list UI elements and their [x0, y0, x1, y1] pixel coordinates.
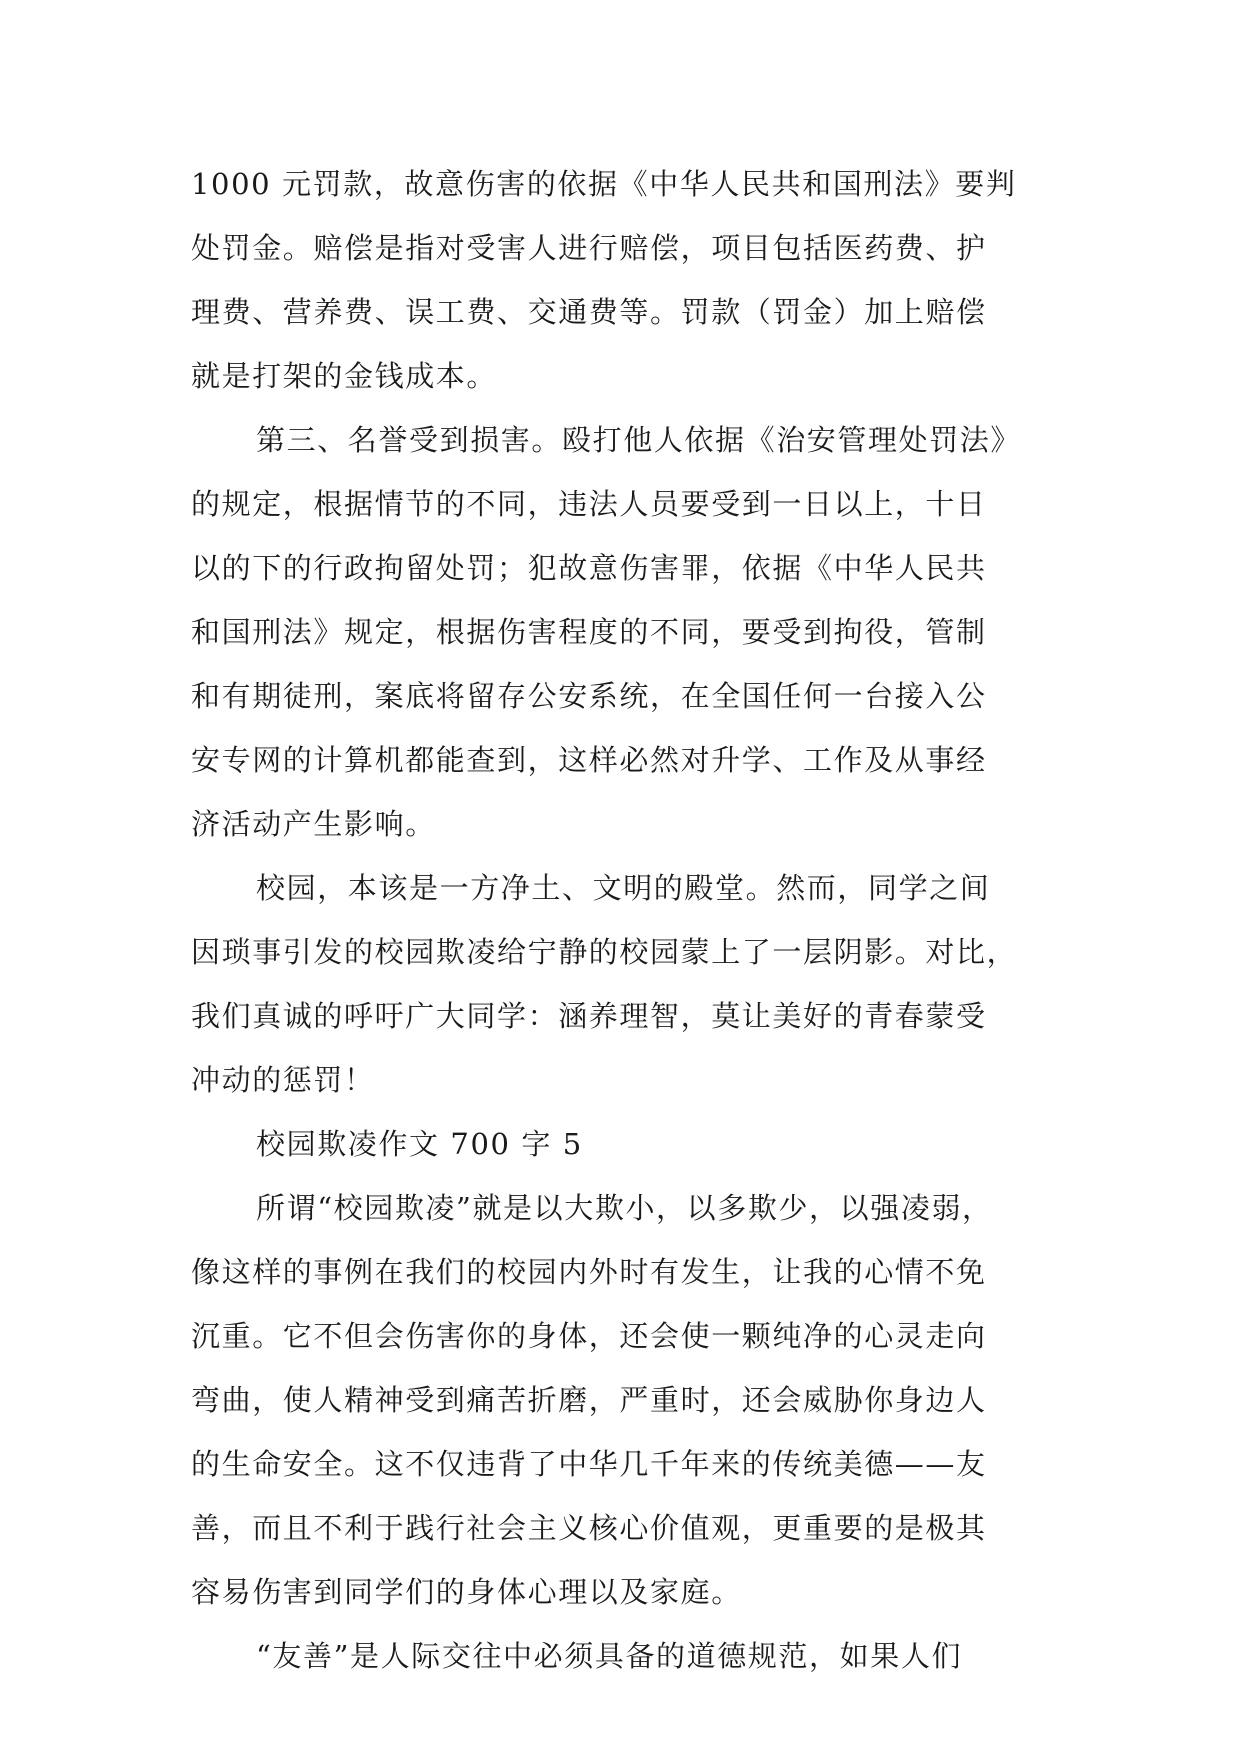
text-line: 的生命安全。这不仅违背了中华几千年来的传统美德——友: [191, 1447, 987, 1481]
text-line: 处罚金。赔偿是指对受害人进行赔偿，项目包括医药费、护: [191, 231, 987, 265]
text-line: 1000 元罚款，故意伤害的依据《中华人民共和国刑法》要判: [191, 167, 1017, 201]
text-line: 冲动的惩罚！: [191, 1063, 375, 1097]
text-line: 善，而且不利于践行社会主义核心价值观，更重要的是极其: [191, 1511, 987, 1545]
text-line: 容易伤害到同学们的身体心理以及家庭。: [191, 1575, 742, 1609]
text-line: 安专网的计算机都能查到，这样必然对升学、工作及从事经: [191, 743, 987, 777]
document-body: [191, 152, 1051, 1688]
paragraph-first-line: 所谓“校园欺凌”就是以大欺小，以多欺少，以强凌弱，: [256, 1191, 993, 1225]
text-line: 的规定，根据情节的不同，违法人员要受到一日以上，十日: [191, 487, 987, 521]
paragraph-first-line: 校园，本该是一方净土、文明的殿堂。然而，同学之间: [256, 871, 991, 905]
paragraph-first-line: 第三、名誉受到损害。殴打他人依据《治安管理处罚法》: [256, 423, 1022, 457]
text-line: 以的下的行政拘留处罚；犯故意伤害罪，依据《中华人民共: [191, 551, 987, 585]
text-line: 像这样的事例在我们的校园内外时有发生，让我的心情不免: [191, 1255, 987, 1289]
text-line: 就是打架的金钱成本。: [191, 359, 498, 393]
text-line: 沉重。它不但会伤害你的身体，还会使一颗纯净的心灵走向: [191, 1319, 987, 1353]
text-line: 因琐事引发的校园欺凌给宁静的校园蒙上了一层阴影。对比，: [191, 935, 1018, 969]
text-line: 理费、营养费、误工费、交通费等。罚款（罚金）加上赔偿: [191, 295, 987, 329]
text-line: 我们真诚的呼吁广大同学：涵养理智，莫让美好的青春蒙受: [191, 999, 987, 1033]
paragraph-first-line: “友善”是人际交往中必须具备的道德规范，如果人们: [256, 1639, 963, 1673]
text-line: 弯曲，使人精神受到痛苦折磨，严重时，还会威胁你身边人: [191, 1383, 987, 1417]
text-line: 和有期徒刑，案底将留存公安系统，在全国任何一台接入公: [191, 679, 987, 713]
section-heading: 校园欺凌作文 700 字 5: [256, 1127, 583, 1161]
text-line: 和国刑法》规定，根据伤害程度的不同，要受到拘役，管制: [191, 615, 987, 649]
text-line: 济活动产生影响。: [191, 807, 436, 841]
